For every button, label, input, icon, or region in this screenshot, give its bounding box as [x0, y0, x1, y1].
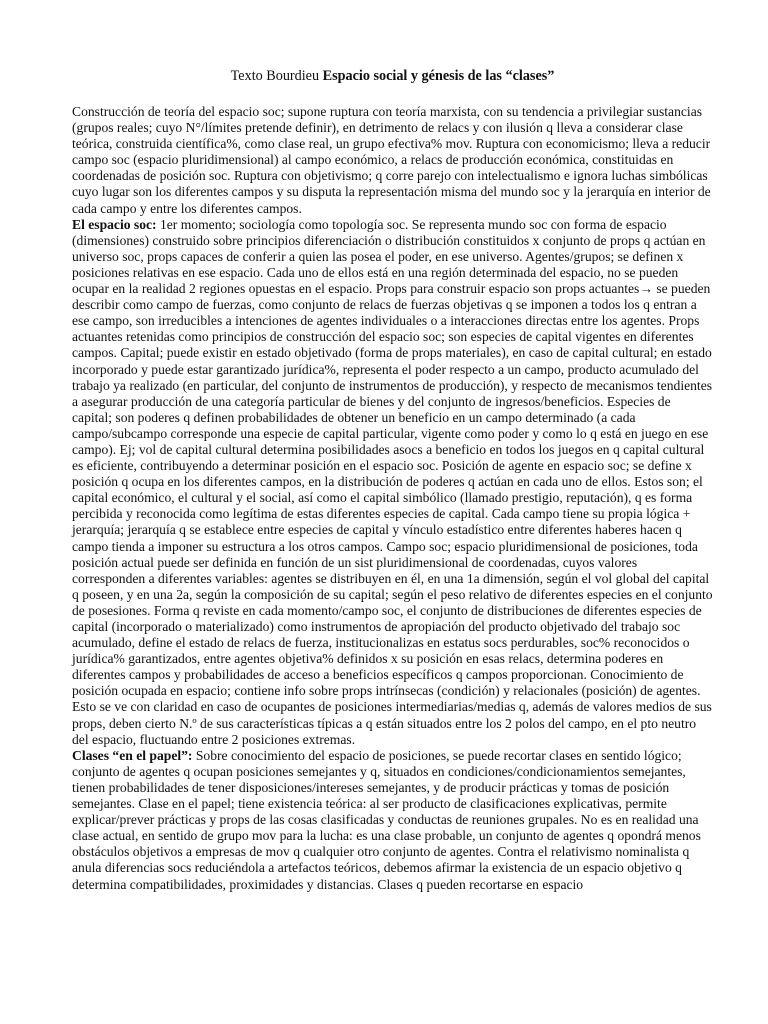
- paragraph-espacio-social: [72, 217, 713, 748]
- paragraph-text: Construcción de teoría del espacio soc; supone ruptura con teoría marxista, con su tendencia a privilegiar sustancias (grupos reales; cuyo N°/límites pretende definir), en detrimento de relacs y con ilusión q lleva a considerar clase teórica, construida científica%, como clase real, un grupo efectiva% mov. Ruptura con economicismo; lleva a reducir campo soc (espacio pluridimensional) al campo económico, a relacs de producción económica, constituidas en coordenadas de posición soc. Ruptura con objetivismo; q corre parejo con intelectualismo e ignora luchas simbólicas cuyo lugar son los diferentes campos y su disputa la representación misma del mundo soc y la jerarquía en interior de cada campo y entre los diferentes campos.: [72, 104, 711, 216]
- paragraph-text: Sobre conocimiento del espacio de posiciones, se puede recortar clases en sentido lógico; conjunto de agentes q ocupan posiciones semejantes y q, situados en condiciones/condicionamientos semejantes, tienen probabilidades de tener disposiciones/intereses semejantes, y de producir prácticas y tomas de posición semejantes. Clase en el papel; tiene existencia teórica: al ser producto de clasificaciones explicativas, permite explicar/prever prácticas y props de las cosas clasificadas y conductas de reuniones grupales. No es en realidad una clase actual, en sentido de grupo mov para la lucha: es una clase probable, un conjunto de agentes q opondrá menos obstáculos objetivos a empresas de mov q cualquier otro conjunto de agentes. Contra el relativismo nominalista q anula diferencias socs reduciéndola a artefactos teóricos, debemos afirmar la existencia de un espacio objetivo q determina compatibilidades, proximidades y distancias. Clases q pueden recortarse en espacio: [72, 747, 701, 892]
- title-bold: Espacio social y génesis de las “clases”: [322, 68, 555, 84]
- paragraph-text: 1er momento; sociología como topología soc. Se representa mundo soc con forma de espacio (dimensiones) construido sobre principios diferenciación o distribución constituidos x conjunto de props q actúan en universo soc, props capaces de conferir a quien las posea el poder, en ese universo. Agentes/grupos; se definen x posiciones relativas en ese espacio. Cada uno de ellos está en una región determinada del espacio, no se pueden ocupar en la realidad 2 regiones opuestas en el espacio. Props para construir espacio son props actuantes→ se pueden describir como campo de fuerzas, como conjunto de relacs de fuerzas objetivas q se imponen a todos los q entran a ese campo, son irreducibles a intenciones de agentes individuales o a interacciones directas entre los agentes. Props actuantes retenidas como principios de construcción del espacio soc; son especies de capital vigentes en diferentes campos. Capital; puede existir en estado objetivado (forma de props materiales), en caso de capital cultural; en estado incorporado y puede estar garantizado jurídica%, representa el poder respecto a un campo, producto acumulado del trabajo ya realizado (en particular, del conjunto de instrumentos de producción), y respecto de mecanismos tendientes a asegurar producción de una categoría particular de bienes y del conjunto de ingresos/beneficios. Especies de capital; son poderes q definen probabilidades de obtener un beneficio en un campo determinado (a cada campo/subcampo corresponde una especie de capital particular, vigente como poder y como lo q está en juego en ese campo). Ej; vol de capital cultural determina posibilidades asocs a beneficio en todos los juegos en q capital cultural es eficiente, contribuyendo a determinar posición en el espacio soc. Posición de agente en espacio soc; se define x posición q ocupa en los diferentes campos, en la distribución de poderes q actúan en cada uno de ellos. Estos son; el capital económico, el cultural y el social, así como el capital simbólico (llamado prestigio, reputación), q es forma percibida y reconocida como legítima de estas diferentes especies de capital. Cada campo tiene su propia lógica + jerarquía; jerarquía q se establece entre especies de capital y vínculo estadístico entre diferentes haberes hacen q campo tienda a imponer su estructura a los otros campos. Campo soc; espacio pluridimensional de posiciones, toda posición actual puede ser definida en función de un sist pluridimensional de coordenadas, cuyos valores corresponden a diferentes variables: agentes se distribuyen en él, en una 1a dimensión, según el vol global del capital q poseen, y en una 2a, según la composición de su capital; según el peso relativo de diferentes especies en el conjunto de posesiones. Forma q reviste en cada momento/campo soc, el conjunto de distribuciones de diferentes especies de capital (incorporado o materializado) como instrumentos de apropiación del producto objetivado del trabajo soc acumulado, define el estado de relacs de fuerza, institucionalizas en estatus socs perdurables, soc% reconocidos o jurídica% garantizados, entre agentes objetiva% definidos x su posición en esas relacs, determina poderes en diferentes campos y probabilidades de acceso a beneficios específicos q campos proporcionan. Conocimiento de posición ocupada en espacio; contiene info sobre props intrínsecas (condición) y relacionales (posición) de agentes. Esto se ve con claridad en caso de ocupantes de posiciones intermediarias/medias q, además de valores medios de sus props, deben cierto N.º de sus características típicas a q están situados entre los 2 polos del campo, en el pto neutro del espacio, fluctuando entre 2 posiciones extremas.: [72, 216, 713, 747]
- paragraph-clases-en-el-papel: [72, 748, 713, 893]
- paragraph-heading: Clases “en el papel”:: [72, 747, 193, 763]
- document-title: [72, 68, 713, 84]
- document-body: [72, 104, 713, 893]
- paragraph-intro: [72, 104, 713, 217]
- title-plain: Texto Bourdieu: [230, 68, 323, 84]
- paragraph-heading: El espacio soc:: [72, 216, 157, 232]
